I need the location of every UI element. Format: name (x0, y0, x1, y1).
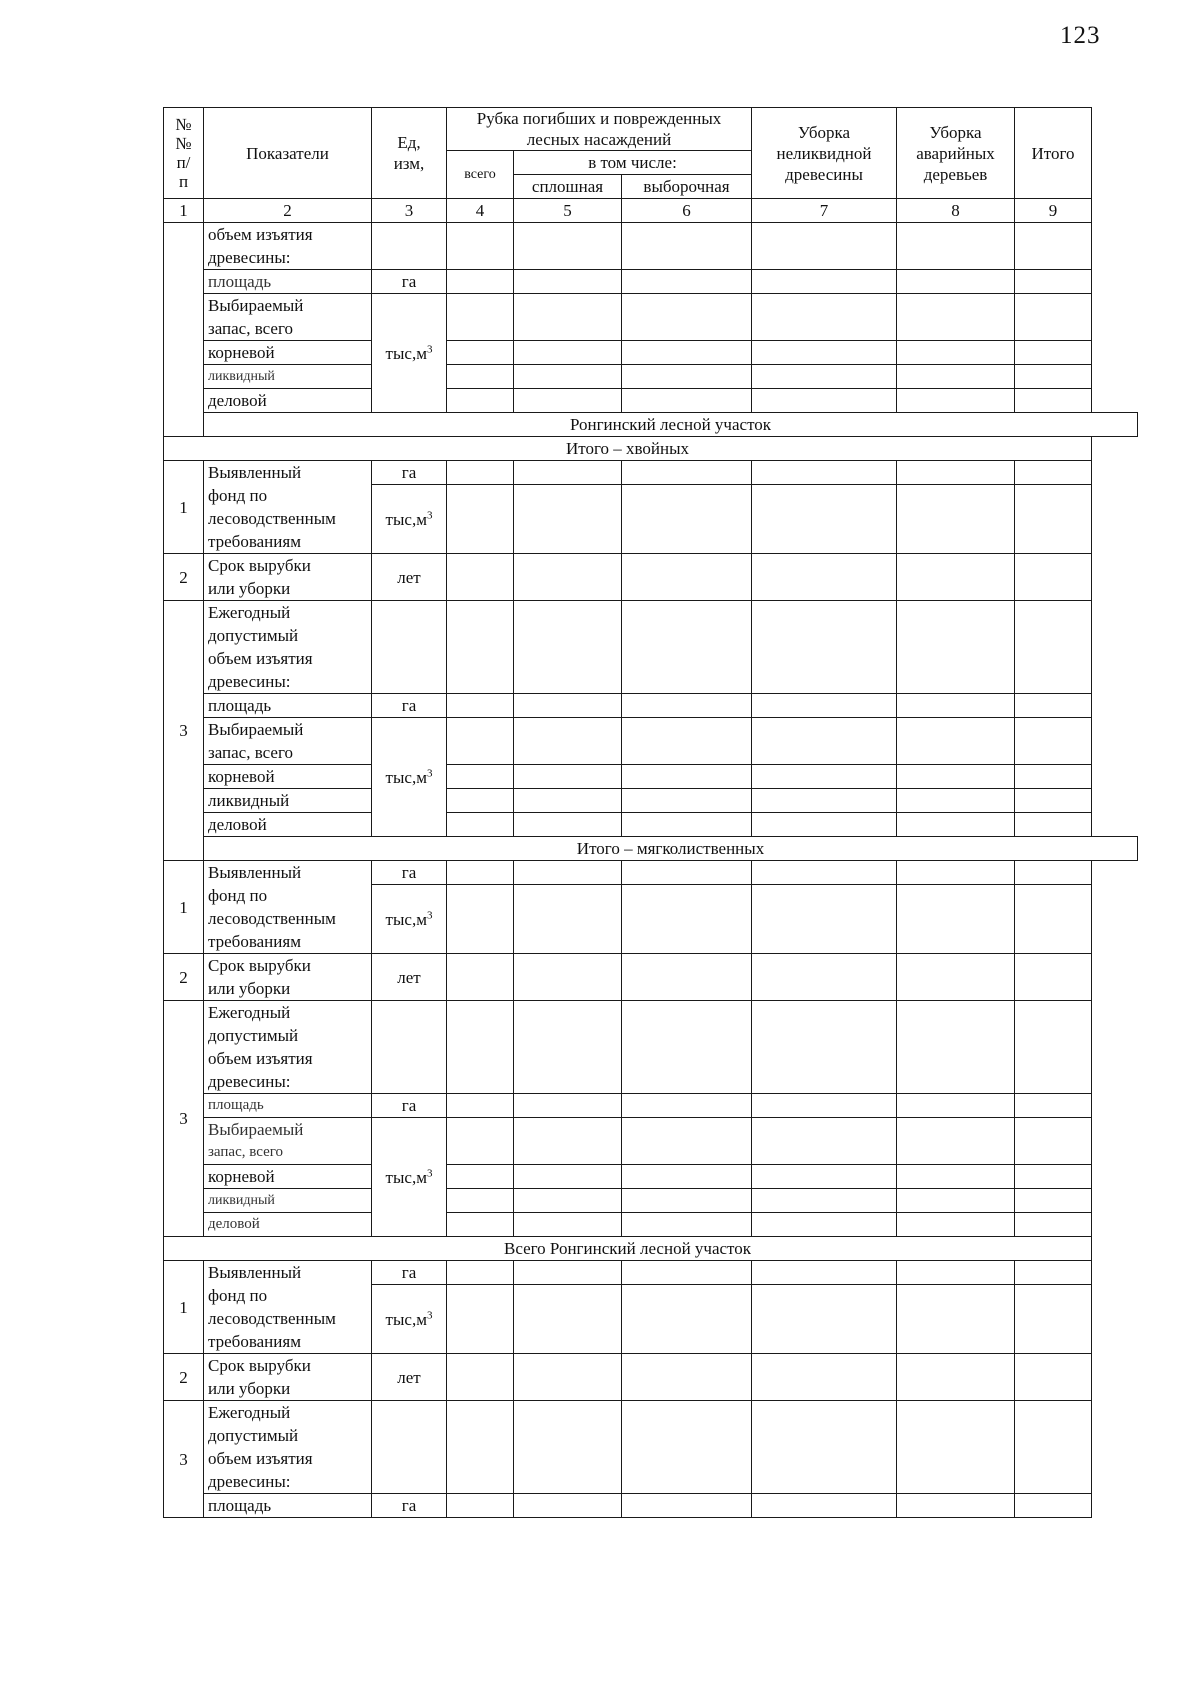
row-label: Ежегодный допустимый объем изъятия древесины: (204, 1001, 372, 1094)
unit-cell: $тыс,м^3$ (372, 718, 447, 837)
row-number: 2 (164, 954, 204, 1001)
header-itogo: Итого (1015, 108, 1092, 199)
table-row (164, 694, 1138, 718)
column-number: 6 (622, 199, 752, 223)
row-label: Срок вырубки или уборки (204, 1354, 372, 1401)
section-title: Ронгинский лесной участок (204, 413, 1138, 437)
column-number: 3 (372, 199, 447, 223)
row-number (164, 223, 204, 437)
table-row (164, 1165, 1138, 1189)
header-including: в том числе: (514, 151, 752, 175)
table-row (164, 954, 1138, 1001)
section-row (164, 437, 1138, 461)
row-number: 3 (164, 601, 204, 861)
header-unit: Ед, изм, (372, 108, 447, 199)
row-label: Ежегодный допустимый объем изъятия древесины: (204, 601, 372, 694)
table-row (164, 341, 1138, 365)
unit-cell: лет (372, 1354, 447, 1401)
row-label: корневой (204, 765, 372, 789)
unit-cell: $тыс,м^3$ (372, 294, 447, 413)
column-number: 2 (204, 199, 372, 223)
column-number: 9 (1015, 199, 1092, 223)
row-number: 3 (164, 1001, 204, 1237)
table-row (164, 270, 1138, 294)
unit-cell: га (372, 461, 447, 485)
table-row (164, 718, 1138, 765)
row-number: 2 (164, 1354, 204, 1401)
header-clear-felling: сплошная (514, 175, 622, 199)
row-label: деловой (204, 1213, 372, 1237)
row-label: деловой (204, 813, 372, 837)
table-row (164, 1189, 1138, 1213)
section-title: Итого – хвойных (164, 437, 1092, 461)
column-number: 5 (514, 199, 622, 223)
row-label: корневой (204, 341, 372, 365)
unit-cell: $тыс,м^3$ (372, 1285, 447, 1354)
row-label: Выбираемый запас, всего (204, 294, 372, 341)
table-row (164, 861, 1138, 885)
header-selective-felling: выборочная (622, 175, 752, 199)
unit-cell: га (372, 1494, 447, 1518)
table-row (164, 789, 1138, 813)
column-number: 7 (752, 199, 897, 223)
row-label: Ежегодный допустимый объем изъятия древесины: (204, 1401, 372, 1494)
table-row (164, 1261, 1138, 1285)
table-row (164, 1494, 1138, 1518)
table-row (164, 813, 1138, 837)
unit-cell: га (372, 861, 447, 885)
table-row (164, 601, 1138, 694)
header-no: № № п/ п (164, 108, 204, 199)
column-numbers-row (164, 199, 1138, 223)
column-number: 4 (447, 199, 514, 223)
table-row (164, 294, 1138, 341)
header-indicators: Показатели (204, 108, 372, 199)
table-header-row (164, 108, 1138, 151)
row-number: 1 (164, 1261, 204, 1354)
header-felling: Рубка погибших и поврежденных лесных насаждений (447, 108, 752, 151)
header-hazard-cleanup: Уборка аварийных деревьев (897, 108, 1015, 199)
table-row (164, 765, 1138, 789)
section-row (164, 1237, 1138, 1261)
row-number: 2 (164, 554, 204, 601)
unit-cell: га (372, 1261, 447, 1285)
table-row (164, 1118, 1138, 1165)
unit-cell: $тыс,м^3$ (372, 1118, 447, 1237)
row-label: Выявленный фонд по лесоводственным требованиям (204, 461, 372, 554)
row-label: объем изъятия древесины: (204, 223, 372, 270)
unit-cell: лет (372, 554, 447, 601)
table-row (164, 223, 1138, 270)
row-label: Выбираемый запас, всего (204, 1118, 372, 1165)
row-label: площадь (204, 1094, 372, 1118)
table-row (164, 1213, 1138, 1237)
section-row (164, 413, 1138, 437)
row-label: площадь (204, 1494, 372, 1518)
section-title: Итого – мягколиственных (204, 837, 1138, 861)
row-label: Срок вырубки или уборки (204, 554, 372, 601)
column-number: 1 (164, 199, 204, 223)
table-row (164, 365, 1138, 389)
table-row (164, 1354, 1138, 1401)
section-row (164, 837, 1138, 861)
header-illiquid-cleanup: Уборка неликвидной древесины (752, 108, 897, 199)
unit-cell: га (372, 694, 447, 718)
unit-cell: га (372, 1094, 447, 1118)
header-total-all: всего (447, 151, 514, 199)
page-number: 123 (1060, 22, 1101, 49)
table-row (164, 1401, 1138, 1494)
row-label: Срок вырубки или уборки (204, 954, 372, 1001)
unit-cell: га (372, 270, 447, 294)
unit-cell: $тыс,м^3$ (372, 885, 447, 954)
table-row (164, 389, 1138, 413)
row-label: ликвидный (204, 365, 372, 389)
row-label: Выбираемый запас, всего (204, 718, 372, 765)
row-label: Выявленный фонд по лесоводственным требованиям (204, 1261, 372, 1354)
unit-cell: $тыс,м^3$ (372, 485, 447, 554)
unit-cell: лет (372, 954, 447, 1001)
table-row (164, 554, 1138, 601)
row-label: Выявленный фонд по лесоводственным требованиям (204, 861, 372, 954)
row-label: площадь (204, 694, 372, 718)
table-row (164, 461, 1138, 485)
table-row (164, 1001, 1138, 1094)
row-number: 3 (164, 1401, 204, 1518)
column-number: 8 (897, 199, 1015, 223)
row-label: ликвидный (204, 789, 372, 813)
row-number: 1 (164, 861, 204, 954)
row-label: корневой (204, 1165, 372, 1189)
row-number: 1 (164, 461, 204, 554)
table-row (164, 1094, 1138, 1118)
section-title: Всего Ронгинский лесной участок (164, 1237, 1092, 1261)
row-label: площадь (204, 270, 372, 294)
row-label: ликвидный (204, 1189, 372, 1213)
row-label: деловой (204, 389, 372, 413)
forest-felling-table (163, 107, 1138, 1518)
